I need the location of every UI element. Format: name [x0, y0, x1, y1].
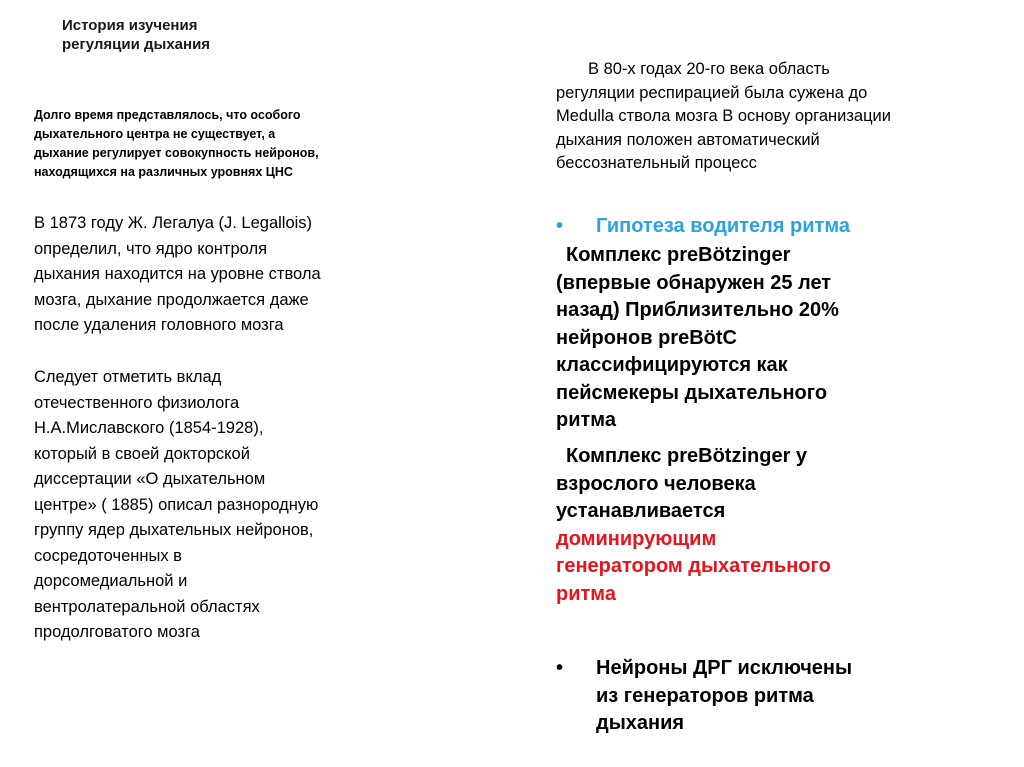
text-line: пейсмекеры дыхательного: [556, 381, 828, 404]
text-line: взрослого человека: [556, 472, 756, 495]
text-line: Следует отметить вклад: [34, 368, 222, 386]
text-line: дыхание регулирует совокупность нейронов,: [34, 146, 319, 160]
text-line: сосредоточенных в: [34, 546, 182, 565]
prebotzinger-paragraph: [556, 242, 996, 435]
text-line: который в своей докторской: [34, 444, 250, 463]
text-line: ритма: [556, 409, 616, 431]
emphasis-line: доминирующим: [556, 527, 717, 550]
text-line: бессознательный процесс: [556, 154, 757, 172]
text-line: центре» ( 1885) описал разнородную: [34, 495, 319, 514]
right-intro-text: [556, 58, 996, 176]
text-line: В 1873 году Ж. Легалуа (J. Legallois): [34, 214, 313, 232]
text-line: Н.А.Миславского (1854-1928),: [34, 419, 264, 437]
text-line: дыхания: [596, 712, 685, 734]
text-line: (впервые обнаружен 25 лет: [556, 271, 832, 294]
text-line: определил, что ядро контроля: [34, 239, 268, 258]
text-line: регуляции респирацией была сужена до: [556, 83, 868, 102]
mislavsky-paragraph: [34, 365, 414, 646]
text-line: после удаления головного мозга: [34, 316, 284, 334]
text-line: мозга, дыхание продолжается даже: [34, 290, 309, 309]
drg-text: [596, 655, 852, 738]
text-line: отечественного физиолога: [34, 393, 240, 412]
title-line: регуляции дыхания: [62, 36, 211, 53]
text-line: Нейроны ДРГ исключены: [596, 657, 853, 679]
text-line: продолговатого мозга: [34, 623, 200, 641]
text-line: нейронов preBötC: [556, 326, 737, 349]
adult-prebotzinger-paragraph: [556, 443, 996, 608]
text-line: В 80-х годах 20-го века область: [588, 60, 830, 78]
bullet-icon: •: [556, 215, 564, 237]
emphasis-line: ритма: [556, 582, 616, 605]
text-line: дыхания находится на уровне ствола: [34, 265, 321, 283]
text-line: вентролатеральной областях: [34, 597, 260, 616]
left-intro-text: [34, 106, 414, 182]
text-line: из генераторов ритма: [596, 684, 814, 707]
slide-title: [62, 16, 402, 54]
text-line: диссертации «О дыхательном: [34, 470, 266, 488]
bullet-icon: •: [556, 657, 564, 679]
hypothesis-heading: Гипотеза водителя ритма: [596, 215, 850, 237]
text-line: находящихся на различных уровнях ЦНС: [34, 165, 293, 179]
text-line: дыхания положен автоматический: [556, 130, 820, 149]
legallois-paragraph: [34, 211, 414, 339]
text-line: Долго время представлялось, что особого: [34, 108, 301, 122]
text-line: Комплекс preBötzinger у: [566, 445, 808, 467]
title-line: История изучения: [62, 17, 198, 34]
text-line: классифицируются как: [556, 354, 788, 376]
text-line: Комплекс preBötzinger: [566, 244, 791, 266]
text-line: дорсомедиальной и: [34, 572, 188, 590]
text-line: Medulla ствола мозга В основу организации: [556, 107, 891, 125]
text-line: дыхательного центра не существует, а: [34, 127, 276, 141]
text-line: группу ядер дыхательных нейронов,: [34, 521, 314, 539]
emphasis-line: генератором дыхательного: [556, 555, 831, 577]
text-line: устанавливается: [556, 500, 726, 522]
text-line: назад) Приблизительно 20%: [556, 299, 839, 321]
